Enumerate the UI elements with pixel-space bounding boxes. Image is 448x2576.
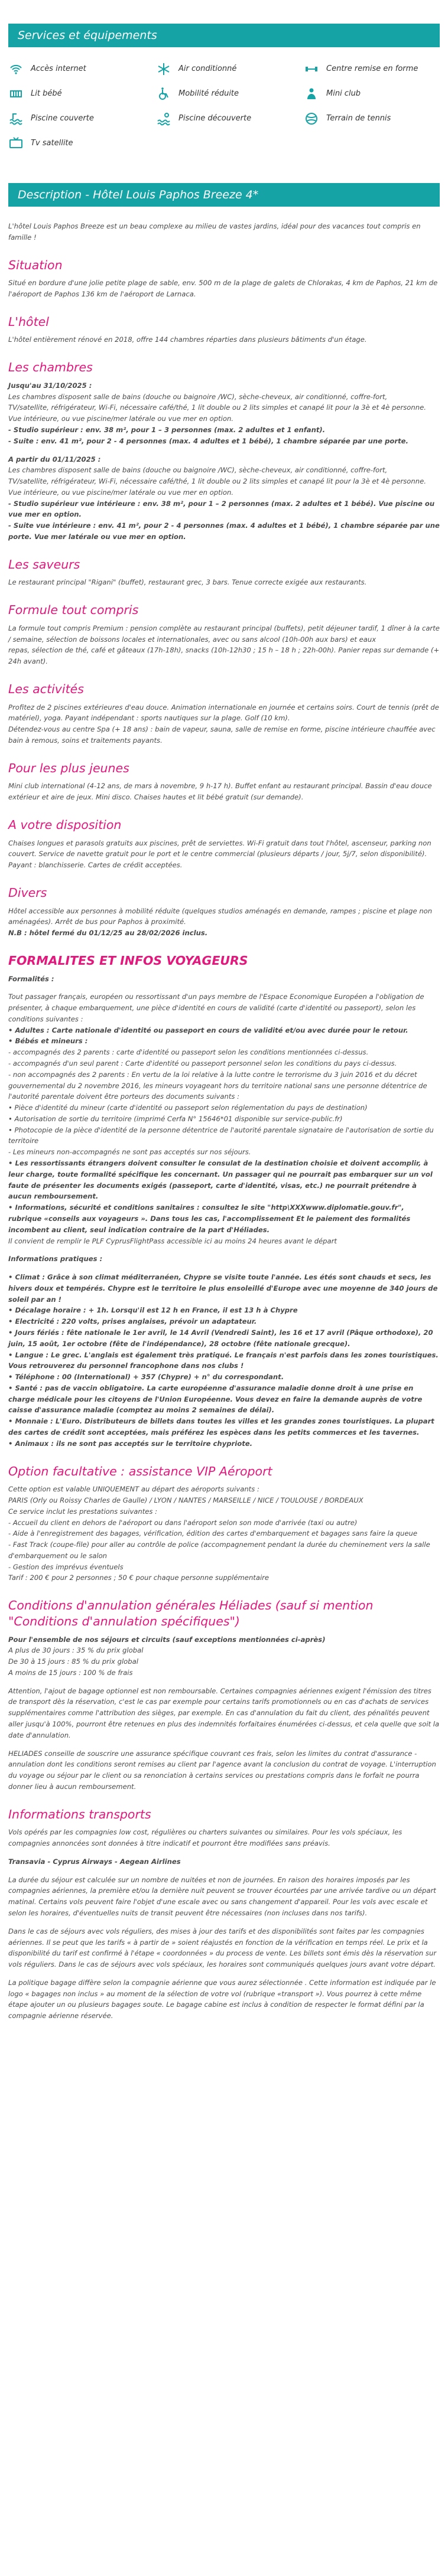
text-line: Tout passager français, européen ou ressortissant d'un pays membre de l'Espace Economique Européen a l'obligation de présenter, à chaque embarquement, une pièce d'identité en cours de validité (carte d'identité ou passeport), selon les conditions suivantes :	[8, 992, 424, 1023]
text-line: - non accompagnés des 2 parents : En vertu de la loi relative à la lutte contre le terrorisme du 3 juin 2016 et du décret gouvernemental du 2 novembre 2016, les mineurs voyageant hors du territoire national sans une personne détentrice de l'autorité parentale doivent être porteurs des documents suivants :	[8, 1070, 427, 1101]
amenity-item	[8, 86, 156, 102]
amenity-label: Mini club	[326, 89, 361, 99]
amenity-label: Centre remise en forme	[326, 64, 418, 74]
services-header: Services et équipements	[8, 24, 440, 47]
section-paragraph	[8, 1253, 440, 1265]
text-line: • Electricité : 220 volts, prises anglaises, prévoir un adaptateur.	[8, 1317, 257, 1326]
amenity-item	[8, 61, 156, 77]
section-paragraph	[8, 781, 440, 803]
text-line: - Suite : env. 41 m², pour 2 - 4 personnes (max. 4 adultes et 1 bébé), 1 chambre séparée par une porte.	[8, 436, 408, 445]
text-line: Mini club international (4-12 ans, de mars à novembre, 9 h-17 h). Buffet enfant au restaurant principal. Bassin d'eau douce extérieur et aire de jeux. Mini disco. Chaises hautes et lit bébé gratuit (sur demande).	[8, 782, 432, 802]
text-line: • Langue : Le grec. L'anglais est également très pratiqué. Le français n'est parfois dans les zones touristiques. Vous retrouverez du personnel francophone dans nos clubs !	[8, 1350, 439, 1370]
amenity-label: Air conditionné	[178, 64, 237, 74]
section-title: Les chambres	[8, 360, 93, 375]
page	[0, 24, 448, 2022]
amenity-label: Mobilité réduite	[178, 89, 239, 99]
amenity-item	[8, 111, 156, 126]
amenity-label: Accès internet	[31, 64, 86, 74]
text-line: Tarif : 200 € pour 2 personnes ; 50 € pour chaque personne supplémentaire	[8, 1573, 270, 1582]
text-line: TV/satellite, réfrigérateur, Wi-Fi, nécessaire café/thé, 1 lit double ou 2 lits simples et canapé lit pour la 3è et 4è personne.	[8, 477, 426, 486]
text-line: Informations pratiques :	[8, 1255, 103, 1263]
text-line: • Photocopie de la pièce d'identité de la personne détentrice de l'autorité parentale signataire de l'autorisation de sortie du territoire	[8, 1125, 434, 1145]
section-title: Conditions d'annulation générales Héliades (sauf si mention "Conditions d'annulation spécifiques")	[8, 1598, 374, 1628]
text-line: TV/satellite, réfrigérateur, Wi-Fi, nécessaire café/thé, 1 lit double ou 2 lits simples et canapé lit pour la 3è et 4è personne.	[8, 403, 426, 412]
section-title: Les saveurs	[8, 557, 80, 572]
intro-text: L'hôtel Louis Paphos Breeze est un beau complexe au milieu de vastes jardins, idéal pour des vacances tout compris en famille !	[8, 222, 421, 241]
amenity-label: Piscine couverte	[31, 114, 94, 123]
amenity-label: Piscine découverte	[178, 114, 252, 123]
amenity-item	[156, 61, 304, 77]
amenity-item	[156, 86, 304, 102]
text-line: Vue intérieure, ou vue piscine/mer latérale ou vue mer en option.	[8, 488, 233, 497]
text-line: - Accueil du client en dehors de l'aéroport ou dans l'aéroport selon son mode d'arrivée (taxi ou autre)	[8, 1518, 358, 1527]
text-line: Hôtel accessible aux personnes à mobilité réduite (quelques studios aménagés en demande, rampes ; piscine et plage non aménagées). Arrêt de bus pour Paphos à proximité.	[8, 906, 433, 926]
text-line: - accompagnés d'un seul parent : Carte d'identité ou passeport personnel selon les conditions du pays ci-dessus.	[8, 1059, 397, 1067]
text-line: Formalités :	[8, 974, 54, 983]
text-line: - Gestion des imprévus éventuels	[8, 1562, 124, 1571]
section-title: Informations transports	[8, 1807, 151, 1821]
section-paragraph	[8, 334, 440, 345]
text-line: HELIADES conseille de souscrire une assurance spécifique couvrant ces frais, selon les limites du contrat d'assurance - annulation dont les conditions seront remises au client par l'agence avant la conclusion du contrat de voyage. L'interruption du voyage ou séjour par le client ou sa renonciation à certains services ou prestations compris dans le forfait ne pourra donner lieu à aucun remboursement.	[8, 1749, 436, 1791]
text-line: - Suite vue intérieure : env. 41 m², pour 2 - 4 personnes (max. 4 adultes et 1 bébé), 1 chambre séparée par une porte. Vue mer latérale ou vue mer en option.	[8, 521, 440, 541]
section-paragraph	[8, 838, 440, 871]
text-line: Attention, l'ajout de bagage optionnel est non remboursable. Certaines compagnies aériennes exigent l'émission des titres de transport dès la réservation, c'est le cas par exemple pour certains tarifs promotionnels ou en cas d'achats de services supplémentaires comme l'attribution des sièges, par exemple. En cas d'annulation du fait du client, des pénalités peuvent aller jusqu'à 100%, pourront être retenues en plus des indemnités forfaitaires énumérées ci-dessus, et cela quelle que soit la date d'annulation.	[8, 1686, 440, 1739]
text-line: Les chambres disposent salle de bains (douche ou baignoire /WC), sèche-cheveux, air conditionné, coffre-fort,	[8, 466, 388, 475]
text-line: Les chambres disposent salle de bains (douche ou baignoire /WC), sèche-cheveux, air conditionné, coffre-fort,	[8, 392, 388, 401]
section-title: L'hôtel	[8, 314, 49, 329]
text-line: La formule tout compris Premium : pension complète au restaurant principal (buffets), petit déjeuner tardif, 1 dîner à la carte / semaine, sélection de boissons locales et internationales, avec ou sans alcool (10h-00h aux bars) et eaux	[8, 623, 440, 644]
text-line: • Informations, sécurité et conditions sanitaires : consultez le site "http\XXXwww.diplomatie.gouv.fr", rubrique «conseils aux voyageurs ». Dans tous les cas, l'accomplissement Et le paiement des formalités incombent au client, seul indication contraire de la part d'Héliades.	[8, 1203, 411, 1234]
tv-icon	[8, 136, 24, 151]
section-paragraph	[8, 380, 440, 447]
section-paragraph	[8, 454, 440, 543]
section-title: Situation	[8, 257, 63, 272]
section-paragraph	[8, 991, 440, 1246]
section-title: Pour les plus jeunes	[8, 760, 129, 775]
section-paragraph	[8, 1856, 440, 1867]
text-line: • Pièce d'identité du mineur (carte d'identité ou passeport selon réglementation du pays de destination)	[8, 1103, 368, 1112]
amenity-label: Lit bébé	[31, 89, 62, 99]
kids-club-icon	[304, 86, 319, 102]
section-paragraph	[8, 1748, 440, 1793]
text-line: N.B : hôtel fermé du 01/12/25 au 28/02/2026 inclus.	[8, 929, 208, 938]
snowflake-icon	[156, 61, 171, 77]
amenity-item	[8, 136, 156, 151]
section-paragraph	[8, 577, 440, 588]
section-title: Divers	[8, 885, 47, 900]
text-line: Cette option est valable UNIQUEMENT au départ des aéroports suivants :	[8, 1485, 259, 1494]
amenity-item	[304, 111, 440, 126]
section-paragraph	[8, 1272, 440, 1449]
text-line: - Les mineurs non-accompagnés ne sont pas acceptés sur nos séjours.	[8, 1148, 251, 1157]
section-paragraph	[8, 1686, 440, 1741]
text-line: PARIS (Orly ou Roissy Charles de Gaulle) / LYON / NANTES / MARSEILLE / NICE / TOULOUSE / BORDEAUX	[8, 1496, 363, 1504]
text-line: • Monnaie : L'Euro. Distributeurs de billets dans toutes les villes et les grandes zones touristiques. La plupart des cartes de crédit sont acceptées, mais préférez les espèces dans les petits commerces et les tavernes.	[8, 1417, 434, 1436]
text-line: A plus de 30 jours : 35 % du prix global	[8, 1646, 144, 1655]
section-paragraph	[8, 1926, 440, 1970]
amenity-item	[156, 111, 304, 126]
text-line: • Animaux : ils ne sont pas acceptés sur le territoire chypriote.	[8, 1439, 253, 1448]
text-line: Vue intérieure, ou vue piscine/mer latérale ou vue mer en option.	[8, 414, 233, 423]
text-line: • Téléphone : 00 (International) + 357 (Chypre) + n° du correspondant.	[8, 1373, 284, 1382]
text-line: - Studio supérieur vue intérieure : env. 38 m², pour 1 – 2 personnes (max. 2 adultes et 1 bébé). Vue piscine ou vue mer en option.	[8, 499, 435, 519]
section-paragraph	[8, 702, 440, 746]
text-line: - Studio supérieur : env. 38 m², pour 1 – 3 personnes (max. 2 adultes et 1 enfant).	[8, 425, 326, 434]
text-line: Situé en bordure d'une jolie petite plage de sable, env. 500 m de la plage de galets de Chlorakas, 4 km de Paphos, 21 km de l'aéroport de Paphos 136 km de l'aéroport de Larnaca.	[8, 279, 438, 298]
text-line: • Bébés et mineurs :	[8, 1037, 88, 1046]
text-line: Il convient de remplir le PLF CyprusFlightPass accessible ici au moins 24 heures avant le départ	[8, 1236, 337, 1245]
pool-icon	[8, 111, 24, 126]
wifi-icon	[8, 61, 24, 77]
section-title: Option facultative : assistance VIP Aéroport	[8, 1464, 272, 1478]
text-line: - accompagnés des 2 parents : carte d'identité ou passeport selon les conditions mentionnées ci-dessus.	[8, 1048, 369, 1057]
section-title: Les activités	[8, 681, 84, 696]
text-line: Le restaurant principal "Rigani" (buffet), restaurant grec, 3 bars. Tenue correcte exigée aux restaurants.	[8, 578, 367, 587]
text-line: De 30 à 15 jours : 85 % du prix global	[8, 1657, 138, 1666]
text-line: A moins de 15 jours : 100 % de frais	[8, 1668, 133, 1677]
text-line: Jusqu'au 31/10/2025 :	[8, 381, 92, 390]
text-line: Transavia - Cyprus Airways - Aegean Airlines	[8, 1857, 181, 1866]
description-header: Description - Hôtel Louis Paphos Breeze 4*	[8, 183, 440, 207]
amenity-label: Tv satellite	[31, 139, 73, 148]
amenity-item	[304, 61, 440, 77]
text-line: La durée du séjour est calculée sur un nombre de nuitées et non de journées. En raison des horaires imposés par les compagnies aériennes, la première et/ou la dernière nuit peuvent se trouver écourtées par une arrivée tardive ou un départ matinal. Certains vols peuvent faire l'objet d'une escale avec ou sans changement d'appareil. Pour les vols avec escale et selon les horaires, d'éventuelles nuits de transit peuvent être nécessaires (non incluses dans nos tarifs).	[8, 1875, 436, 1917]
tennis-icon	[304, 111, 319, 126]
section-paragraph	[8, 1634, 440, 1679]
text-line: • Adultes : Carte nationale d'identité ou passeport en cours de validité et/ou avec durée pour le retour.	[8, 1026, 408, 1034]
section-paragraph	[8, 974, 440, 985]
section-paragraph	[8, 623, 440, 667]
text-line: Profitez de 2 piscines extérieures d'eau douce. Animation internationale en journée et certains soirs. Court de tennis (prêt de matériel), yoga. Payant indépendant : sports nautiques sur la plage. Golf (10 km).	[8, 703, 439, 723]
section-paragraph	[8, 1827, 440, 1849]
text-line: Chaises longues et parasols gratuits aux piscines, prêt de serviettes. Wi-Fi gratuit dans tout l'hôtel, ascenseur, parking non couvert. Service de navette gratuit pour le port et le centre commercial (plusieurs départs / jour, 5j/7, selon disponibilité). Payant : blanchisserie. Cartes de crédit acceptées.	[8, 838, 431, 870]
section-title: A votre disposition	[8, 817, 122, 832]
section-paragraph	[8, 1977, 440, 2022]
text-line: L'hôtel entièrement rénové en 2018, offre 144 chambres réparties dans plusieurs bâtiments d'un étage.	[8, 335, 367, 344]
text-line: • Santé : pas de vaccin obligatoire. La carte européenne d'assurance maladie donne droit à une prise en charge médicale pour les citoyens de l'Union Européenne. Vous devez en faire la demande auprès de votre caisse d'assurance maladie (comptez au moins 2 semaines de délai).	[8, 1383, 423, 1415]
section-paragraph	[8, 277, 440, 300]
content-sections	[8, 257, 440, 2022]
text-line: A partir du 01/11/2025 :	[8, 455, 101, 463]
text-line: Détendez-vous au centre Spa (+ 18 ans) : bain de vapeur, sauna, salle de remise en forme, piscine intérieure chauffée avec bain à remous, soins et traitements payants.	[8, 725, 436, 745]
dumbbell-icon	[304, 61, 319, 77]
amenities-grid	[8, 47, 440, 164]
text-line: • Jours fériés : fête nationale le 1er avril, le 14 Avril (Vendredi Saint), les 16 et 17 avril (Pâque orthodoxe), 20 juin, 15 août, 1er octobre (fête de l'indépendance), 28 octobre (fête nationale grecque).	[8, 1328, 433, 1348]
text-line: repas, sélection de thé, café et gâteaux (17h-18h), snacks (10h-12h30 ; 15 h – 18 h ; 22h-00h). Panier repas sur demande (+ 24h avant).	[8, 646, 440, 666]
section-title: Formule tout compris	[8, 603, 139, 618]
text-line: - Aide à l'enregistrement des bagages, vérification, édition des cartes d'embarquement et bagages sans faire la queue	[8, 1529, 418, 1538]
text-line: Dans le cas de séjours avec vols réguliers, des mises à jour des tarifs et des disponibilités sont faites par les compagnies aériennes. Il se peut que les tarifs « à partir de » soient réajustés en fonction de la vérification en temps réel. Le prix et la disponibilité du tarif est confirmé à l'étape « coordonnées » du process de vente. Les billets sont émis dès la réservation sur vols réguliers. Dans le cas de séjours avec vols spéciaux, les horaires sont communiqués quelques jours avant votre départ.	[8, 1927, 437, 1969]
text-line: La politique bagage diffère selon la compagnie aérienne que vous aurez sélectionnée . Cette information est indiquée par le logo « bagages non inclus » au moment de la sélection de votre vol (rubrique «transport »). Vous pourrez à cette même étape ajouter un ou plusieurs bagages soute. Le bagage cabine est inclus à condition de respecter le format défini par la compagnie aérienne réservée.	[8, 1978, 436, 2020]
text-line: • Décalage horaire : + 1h. Lorsqu'il est 12 h en France, il est 13 h à Chypre	[8, 1306, 298, 1315]
section-paragraph	[8, 1875, 440, 1919]
text-line: Pour l'ensemble de nos séjours et circuits (sauf exceptions mentionnées ci-après)	[8, 1635, 326, 1644]
amenity-item	[304, 86, 440, 102]
section-paragraph	[8, 906, 440, 939]
wheelchair-icon	[156, 86, 171, 102]
text-line: • Les ressortissants étrangers doivent consulter le consulat de la destination choisie et doivent accomplir, à leur charge, toute formalité spécifique les concernant. Un passager qui ne pourrait pas embarquer sur un vol faute de présenter les documents exigés (passeport, carte d'identité, visas, etc.) ne pourrait prétendre à aucun remboursement.	[8, 1159, 433, 1201]
text-line: Vols opérés par les compagnies low cost, régulières ou charters suivantes ou similaires. Pour les vols spéciaux, les compagnies annoncées sont données à titre indicatif et pourront être modifiées sans préavis.	[8, 1828, 402, 1848]
text-line: - Fast Track (coupe-file) pour aller au contrôle de police (accompagnement pendant la durée du cheminement vers la salle d'embarquement ou le salon	[8, 1540, 430, 1560]
section-paragraph	[8, 1484, 440, 1584]
baby-bed-icon	[8, 86, 24, 102]
text-line: • Autorisation de sortie du territoire (imprimé Cerfa N° 15646*01 disponible sur service-public.fr)	[8, 1114, 343, 1123]
amenity-label: Terrain de tennis	[326, 114, 391, 123]
pool-outdoor-icon	[156, 111, 171, 126]
text-line: • Climat : Grâce à son climat méditerranéen, Chypre se visite toute l'année. Les étés sont chauds et secs, les hivers doux et tempérés. Chypre est le territoire le plus ensoleillé d'Europe avec une moyenne de 340 jours de soleil par an !	[8, 1273, 438, 1304]
text-line: Ce service inclut les prestations suivantes :	[8, 1507, 158, 1516]
section-title: FORMALITES ET INFOS VOYAGEURS	[8, 953, 248, 968]
